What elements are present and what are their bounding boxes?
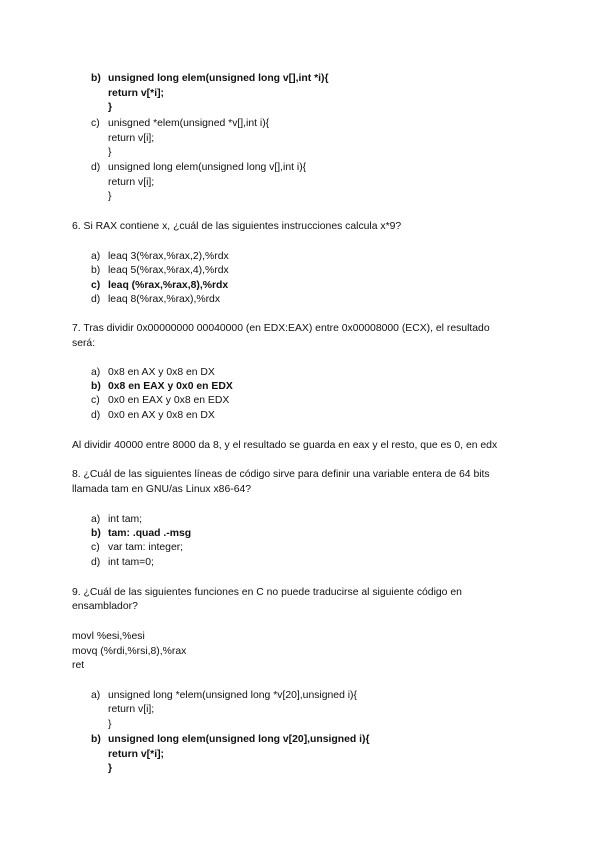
q6-option-b: leaq 5(%rax,%rax,4),%rdx <box>108 265 229 276</box>
prev-option-b-line: return v[*i]; <box>108 88 164 99</box>
prev-option-c-line: return v[i]; <box>108 133 155 144</box>
q7-option-c: 0x0 en EAX y 0x8 en EDX <box>108 395 230 406</box>
q9-option-b-correct-line: return v[*i]; <box>108 749 164 760</box>
question-7-line1: 7. Tras dividir 0x00000000 00040000 (en EDX:EAX) entre 0x00008000 (ECX), el resultado <box>72 323 490 334</box>
q8-option-d: int tam=0; <box>108 557 154 568</box>
prev-option-b-letter: b) <box>91 73 101 84</box>
q7-option-d-letter: d) <box>91 410 101 421</box>
q6-option-b-letter: b) <box>91 265 101 276</box>
question-9-line2: ensamblador? <box>72 601 138 612</box>
prev-option-d-line: } <box>108 191 112 202</box>
q8-option-c: var tam: integer; <box>108 542 184 553</box>
q9-option-a-letter: a) <box>91 690 101 701</box>
q8-option-a-letter: a) <box>91 514 101 525</box>
q9-option-b-correct-line: } <box>108 763 113 774</box>
question-6: 6. Si RAX contiene x, ¿cuál de las siguientes instrucciones calcula x*9? <box>72 221 402 232</box>
q7-option-a-letter: a) <box>91 367 101 378</box>
q9-option-a-line: } <box>108 719 112 730</box>
q7-option-b-letter: b) <box>91 381 101 392</box>
q8-option-b-correct: tam: .quad .-msg <box>108 528 192 539</box>
q9-code-line: movl %esi,%esi <box>72 631 145 642</box>
prev-option-b-line: unsigned long elem(unsigned long v[],int *i){ <box>108 73 329 84</box>
q9-option-a-line: unsigned long *elem(unsigned long *v[20],unsigned i){ <box>108 690 357 701</box>
question-9-line1: 9. ¿Cuál de las siguientes funciones en C no puede traducirse al siguiente código en <box>72 587 462 598</box>
q6-option-c-correct: leaq (%rax,%rax,8),%rdx <box>108 280 229 291</box>
q8-option-d-letter: d) <box>91 557 101 568</box>
question-8-line2: llamada tam en GNU/as Linux x86-64? <box>72 484 252 495</box>
q6-option-a-letter: a) <box>91 251 101 262</box>
q7-option-a: 0x8 en AX y 0x8 en DX <box>108 367 215 378</box>
prev-option-c-letter: c) <box>91 118 100 129</box>
q7-option-b-correct: 0x8 en EAX y 0x0 en EDX <box>108 381 233 392</box>
question-7-line2: será: <box>72 338 96 349</box>
q9-code-line: ret <box>72 660 85 671</box>
prev-option-c-line: } <box>108 147 112 158</box>
q6-option-a: leaq 3(%rax,%rax,2),%rdx <box>108 251 229 262</box>
question-8-line1: 8. ¿Cuál de las siguientes líneas de código sirve para definir una variable entera de 64 bits <box>72 469 490 480</box>
prev-option-d-line: unsigned long elem(unsigned long v[],int i){ <box>108 162 307 173</box>
q8-option-c-letter: c) <box>91 542 100 553</box>
q7-explanation: Al dividir 40000 entre 8000 da 8, y el resultado se guarda en eax y el resto, que es 0, en edx <box>72 440 498 451</box>
q9-code-line: movq (%rdi,%rsi,8),%rax <box>72 646 187 657</box>
q7-option-c-letter: c) <box>91 395 100 406</box>
prev-option-c-line: unisgned *elem(unsigned *v[],int i){ <box>108 118 270 129</box>
q9-option-a-line: return v[i]; <box>108 704 155 715</box>
q6-option-d-letter: d) <box>91 294 101 305</box>
q9-option-b-letter: b) <box>91 734 101 745</box>
q6-option-d: leaq 8(%rax,%rax),%rdx <box>108 294 221 305</box>
prev-option-b-line: } <box>108 102 113 113</box>
q8-option-b-letter: b) <box>91 528 101 539</box>
q9-option-b-correct-line: unsigned long elem(unsigned long v[20],unsigned i){ <box>108 734 370 745</box>
prev-option-d-letter: d) <box>91 162 101 173</box>
q7-option-d: 0x0 en AX y 0x8 en DX <box>108 410 215 421</box>
q8-option-a: int tam; <box>108 514 143 525</box>
q6-option-c-letter: c) <box>91 280 101 291</box>
prev-option-d-line: return v[i]; <box>108 177 155 188</box>
